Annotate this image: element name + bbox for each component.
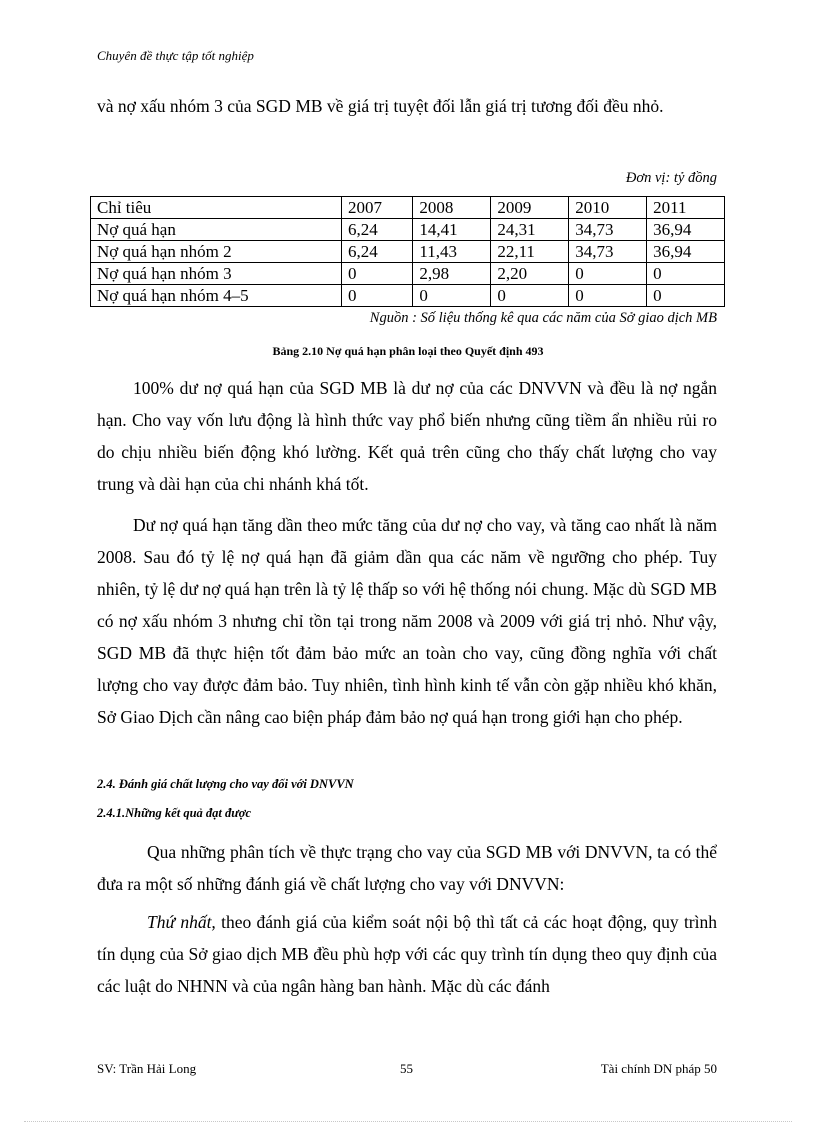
intro-paragraph: và nợ xấu nhóm 3 của SGD MB về giá trị tuyệt đối lẫn giá trị tương đối đều nhỏ.	[97, 96, 664, 116]
table-cell: 34,73	[569, 241, 647, 263]
table-cell: 0	[342, 285, 413, 307]
page-edge-divider	[24, 1121, 792, 1122]
table-cell: 6,24	[342, 241, 413, 263]
lead-phrase: Thứ nhất,	[147, 912, 216, 932]
table-cell: 0	[491, 285, 569, 307]
overdue-debt-table	[90, 196, 725, 307]
table-header-row	[91, 197, 725, 219]
table-cell: 24,31	[491, 219, 569, 241]
table-cell: 0	[647, 285, 725, 307]
footer-author: SV: Trần Hải Long	[97, 1061, 197, 1076]
body-paragraph-2: Dư nợ quá hạn tăng dần theo mức tăng của dư nợ cho vay, và tăng cao nhất là năm 2008. Sau đó tỷ lệ nợ quá hạn đã giảm dần qua các năm về ngưỡng cho phép. Tuy nhiên, tỷ lệ dư nợ quá hạn trên là tỷ lệ thấp so với hệ thống nói chung. Mặc dù SGD MB có nợ xấu nhóm 3 nhưng chỉ tồn tại trong năm 2008 và 2009 với giá trị nhỏ. Như vậy, SGD MB đã thực hiện tốt đảm bảo mức an toàn cho vay, cũng đồng nghĩa với chất lượng cho vay được đảm bảo. Tuy nhiên, tình hình kinh tế vẫn còn gặp nhiều khó khăn, Sở Giao Dịch cần nâng cao biện pháp đảm bảo nợ quá hạn trong giới hạn cho phép.	[97, 515, 717, 727]
table-cell: 22,11	[491, 241, 569, 263]
table-cell: Nợ quá hạn nhóm 2	[91, 241, 342, 263]
header-cell: Chỉ tiêu	[91, 197, 342, 219]
table-cell: Nợ quá hạn	[91, 219, 342, 241]
table-cell: 0	[569, 285, 647, 307]
table-cell: 34,73	[569, 219, 647, 241]
table-cell: 0	[647, 263, 725, 285]
body-paragraph-4	[97, 906, 717, 1002]
paragraph-text: theo đánh giá của kiểm soát nội bộ thì tất cả các hoạt động, quy trình tín dụng của Sở giao dịch MB đều phù hợp với các quy trình tín dụng theo quy định của các luật do NHNN và của ngân hàng ban hành. Mặc dù các đánh	[97, 912, 717, 996]
subsection-heading: 2.4.1.Những kết quả đạt được	[97, 806, 251, 820]
running-header: Chuyên đề thực tập tốt nghiệp	[97, 48, 254, 63]
header-cell: 2011	[647, 197, 725, 219]
footer-course: Tài chính DN pháp 50	[600, 1061, 717, 1076]
table-row	[91, 285, 725, 307]
table-row	[91, 263, 725, 285]
header-cell: 2008	[413, 197, 491, 219]
page-number: 55	[400, 1061, 413, 1076]
table-cell: 11,43	[413, 241, 491, 263]
table-cell: 0	[413, 285, 491, 307]
header-cell: 2007	[342, 197, 413, 219]
table-cell: Nợ quá hạn nhóm 3	[91, 263, 342, 285]
table-caption: Bảng 2.10 Nợ quá hạn phân loại theo Quyết định 493	[272, 344, 544, 358]
body-paragraph-3: Qua những phân tích về thực trạng cho vay của SGD MB với DNVVN, ta có thể đưa ra một số những đánh giá về chất lượng cho vay với DNVVN:	[97, 842, 717, 894]
body-paragraph-1: 100% dư nợ quá hạn của SGD MB là dư nợ của các DNVVN và đều là nợ ngắn hạn. Cho vay vốn lưu động là hình thức vay phổ biến nhưng cũng tiềm ẩn nhiều rủi ro do chịu nhiều biến động khó lường. Kết quả trên cũng cho thấy chất lượng cho vay trung và dài hạn của chi nhánh khá tốt.	[97, 378, 717, 494]
table-row	[91, 241, 725, 263]
table-source-note: Nguồn : Số liệu thống kê qua các năm của Sở giao dịch MB	[369, 310, 717, 326]
table-cell: 0	[569, 263, 647, 285]
table-cell: 6,24	[342, 219, 413, 241]
table-cell: 2,98	[413, 263, 491, 285]
table-cell: 36,94	[647, 241, 725, 263]
table-cell: 2,20	[491, 263, 569, 285]
header-cell: 2010	[569, 197, 647, 219]
section-heading: 2.4. Đánh giá chất lượng cho vay đối với DNVVN	[97, 777, 354, 791]
table-unit-note: Đơn vị: tỷ đồng	[625, 170, 717, 186]
table-cell: 0	[342, 263, 413, 285]
table-cell: 14,41	[413, 219, 491, 241]
table-cell: 36,94	[647, 219, 725, 241]
table-row	[91, 219, 725, 241]
table-cell: Nợ quá hạn nhóm 4–5	[91, 285, 342, 307]
header-cell: 2009	[491, 197, 569, 219]
